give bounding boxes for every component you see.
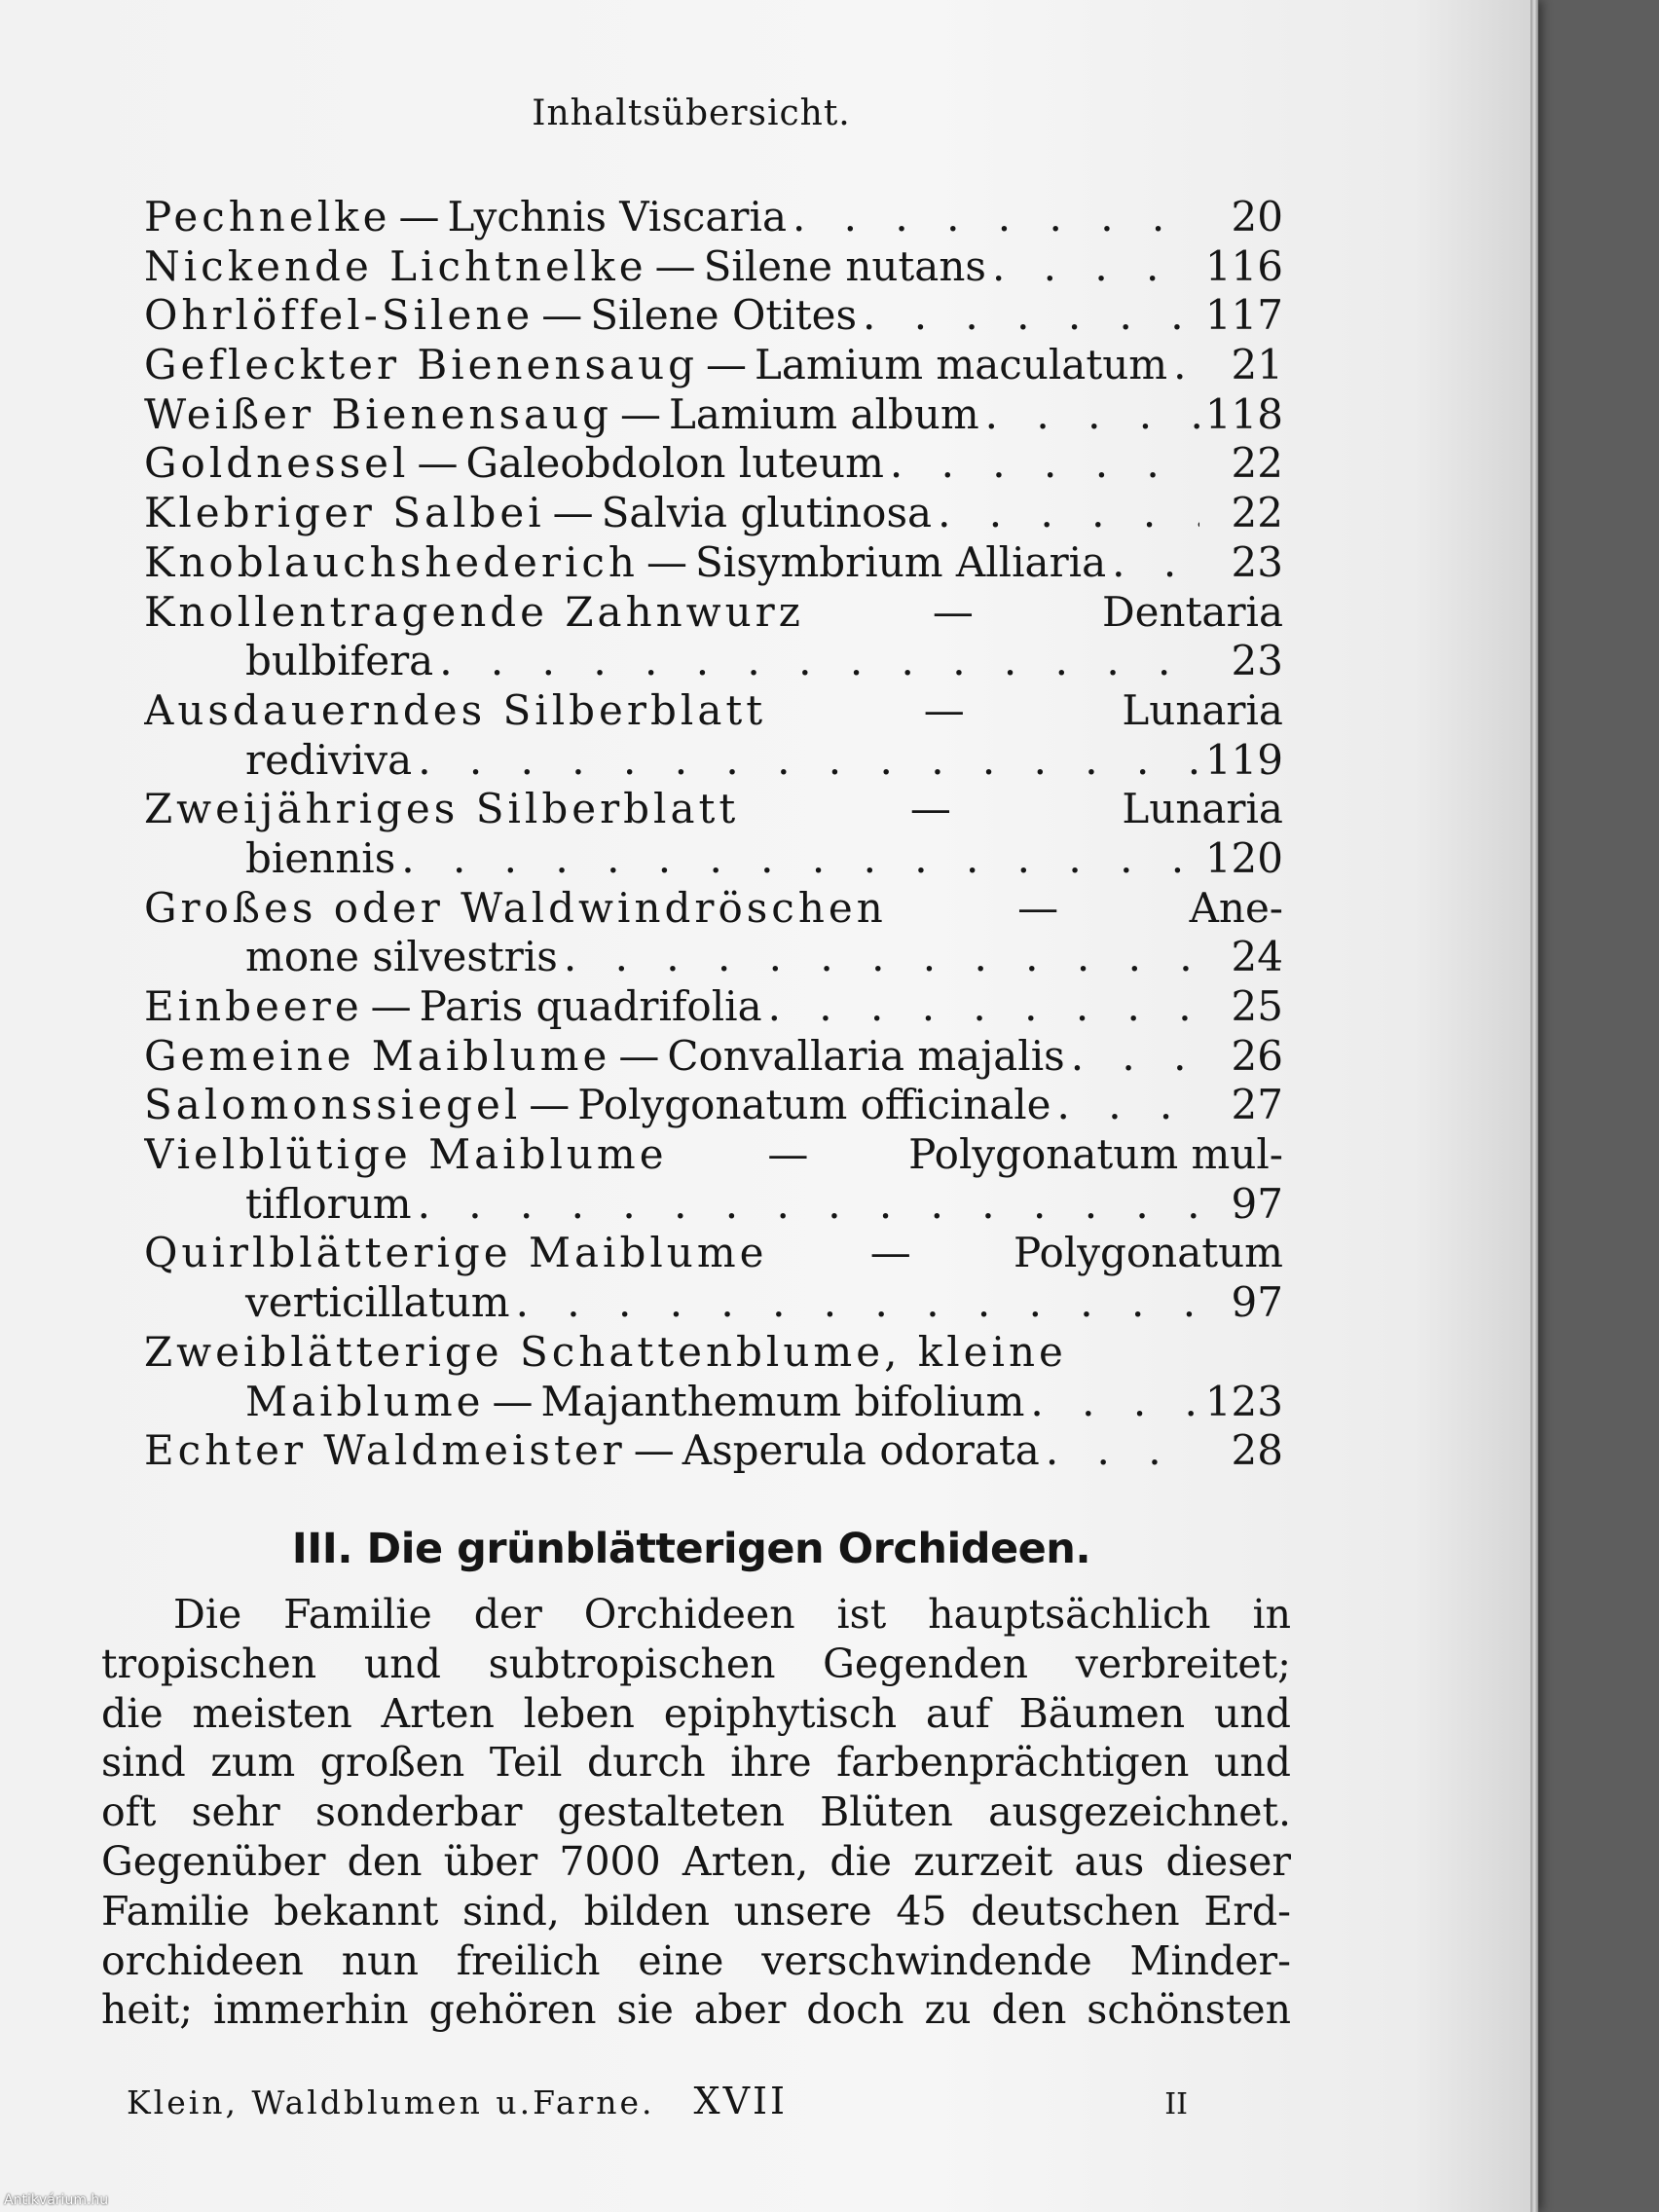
toc-leader-dots <box>890 439 1199 487</box>
toc-latin-name: Salvia glutinosa <box>601 489 933 537</box>
toc-leader-dots <box>985 390 1199 438</box>
toc-leader-dots <box>439 637 1199 684</box>
toc-latin-name: Paris quadrifolia <box>419 982 762 1030</box>
toc-german-name: Echter Waldmeister <box>144 1426 626 1475</box>
toc-latin-name: Lunaria <box>1122 785 1283 833</box>
body-text-line: tropischen und subtropischen Gegenden verbreitet; <box>101 1640 1291 1687</box>
running-head: Inhaltsübersicht. <box>532 93 851 133</box>
toc-dash: — <box>767 1130 809 1179</box>
toc-german-name: Gefleckter Bienensaug <box>144 341 699 389</box>
toc-dash: — <box>529 1081 571 1129</box>
page-footer <box>127 2080 1188 2122</box>
toc-german-name: Zweijähriges Silberblatt <box>144 785 740 833</box>
toc-dash: — <box>492 1377 534 1425</box>
toc-dash: — <box>552 489 594 537</box>
toc-entry <box>144 489 1283 538</box>
toc-latin-name: Silene nutans <box>703 241 986 290</box>
watermark: Antikvárium.hu <box>4 2193 109 2208</box>
toc-latin-name: Polygonatum officinale <box>577 1081 1051 1129</box>
toc-german-name: Vielblütige Maiblume <box>144 1130 668 1179</box>
toc-latin-name: Sisymbrium Alliaria <box>694 537 1107 586</box>
toc-dash: — <box>541 291 583 340</box>
toc-german-name: Ausdauerndes Silberblatt <box>144 685 767 734</box>
toc-dash: — <box>620 389 662 438</box>
toc-dash: — <box>923 685 965 734</box>
toc-latin-name-cont: biennis <box>245 833 396 882</box>
toc-entry-continuation <box>144 1278 1283 1328</box>
toc-leader-dots <box>768 982 1199 1030</box>
toc-page-number: 118 <box>1204 389 1283 438</box>
toc-page-number: 97 <box>1231 1278 1283 1327</box>
toc-latin-name: Majanthemum bifolium <box>540 1377 1025 1425</box>
toc-german-name: Knoblauchshederich <box>144 537 639 586</box>
toc-entry-continuation <box>144 933 1283 982</box>
toc-entry <box>144 538 1283 588</box>
toc-entry <box>144 1081 1283 1130</box>
toc-leader-dots <box>1057 1081 1199 1128</box>
toc-latin-name: Ane- <box>1189 883 1283 932</box>
toc-page-number: 119 <box>1204 735 1283 784</box>
toc-leader-dots <box>938 489 1199 536</box>
toc-entry-continuation <box>144 736 1283 786</box>
toc-german-name: Quirlblätterige Maiblume <box>144 1229 768 1277</box>
toc-latin-name: Polygonatum mul- <box>908 1130 1283 1179</box>
toc-latin-name: Convallaria majalis <box>667 1031 1065 1080</box>
toc-latin-name: Lychnis Viscaria <box>447 193 787 240</box>
toc-entry <box>144 982 1283 1032</box>
toc-page-number: 24 <box>1231 933 1283 981</box>
toc-entry <box>144 1328 1283 1378</box>
toc-page-number: 28 <box>1231 1426 1283 1475</box>
toc-dash: — <box>633 1426 675 1475</box>
toc-german-name: Einbeere <box>144 982 363 1030</box>
toc-latin-name: Silene Otites <box>590 291 858 340</box>
toc-entry <box>144 390 1283 440</box>
toc-leader-dots <box>418 1180 1199 1228</box>
footer-sheet-mark: II <box>1164 2087 1188 2121</box>
toc-latin-name: Galeobdolon luteum <box>465 439 884 488</box>
toc-entry <box>144 242 1283 292</box>
toc-latin-name-cont: mone silvestris <box>245 933 558 981</box>
toc-page-number: 25 <box>1231 982 1283 1030</box>
body-text-line: oft sehr sonderbar gestalteten Blüten ausgezeichnet. <box>101 1788 1291 1836</box>
toc-german-name: Pechnelke <box>144 193 391 240</box>
toc-latin-name: Lamium album <box>669 389 979 438</box>
toc-german-name: Weißer Bienensaug <box>144 389 613 438</box>
toc-page-number: 23 <box>1231 637 1283 685</box>
toc-latin-name: Asperula odorata <box>682 1426 1040 1475</box>
toc-entry-continuation <box>144 834 1283 884</box>
toc-leader-dots <box>401 834 1199 882</box>
body-text-line: die meisten Arten leben epiphytisch auf Bäumen und <box>101 1689 1291 1737</box>
toc-page-number: 23 <box>1231 537 1283 586</box>
footer-page-number: XVII <box>693 2080 789 2122</box>
toc-leader-dots <box>418 736 1199 784</box>
toc-leader-dots <box>1046 1426 1199 1474</box>
toc-latin-name-cont: rediviva <box>245 735 413 784</box>
toc-page-number: 20 <box>1231 193 1283 240</box>
toc-page-number: 97 <box>1231 1179 1283 1228</box>
toc-entry <box>144 785 1283 834</box>
toc-german-name: Zweiblätterige Schattenblume, kleine <box>144 1327 1067 1376</box>
toc-german-name: Klebriger Salbei <box>144 489 545 537</box>
toc-dash: — <box>869 1229 911 1277</box>
toc-german-name: Goldnessel <box>144 439 410 488</box>
toc-leader-dots <box>1112 538 1199 586</box>
toc-page-number: 21 <box>1231 341 1283 389</box>
toc-entry <box>144 1032 1283 1082</box>
toc-dash: — <box>645 537 687 586</box>
toc-latin-name-cont: tiflorum <box>245 1179 412 1228</box>
toc-dash: — <box>398 193 440 240</box>
toc-leader-dots <box>564 933 1199 980</box>
toc-latin-name: Dentaria <box>1101 587 1283 636</box>
toc-entry-continuation <box>144 1378 1283 1427</box>
toc-dash: — <box>370 982 412 1030</box>
body-text-line: Die Familie der Orchideen ist hauptsächlich in <box>173 1591 1291 1638</box>
toc-entry <box>144 588 1283 638</box>
toc-german-name: Großes oder Waldwindröschen <box>144 883 887 932</box>
toc-page-number: 22 <box>1231 489 1283 537</box>
toc-leader-dots <box>863 291 1199 339</box>
toc-latin-name: Lamium maculatum <box>755 341 1168 389</box>
toc-entry <box>144 291 1283 341</box>
toc-latin-name-cont: bulbifera <box>245 637 434 685</box>
toc-page-number: 26 <box>1231 1031 1283 1080</box>
toc-leader-dots <box>1173 341 1199 388</box>
toc-entry <box>144 1426 1283 1476</box>
toc-entry <box>144 1229 1283 1278</box>
toc-page-number: 117 <box>1204 291 1283 340</box>
toc-entry <box>144 884 1283 934</box>
toc-entry-continuation <box>144 1180 1283 1230</box>
toc-latin-name-cont: verticillatum <box>245 1278 510 1327</box>
toc-page-number: 123 <box>1204 1377 1283 1425</box>
toc-entry <box>144 341 1283 390</box>
toc-page-number: 116 <box>1204 241 1283 290</box>
toc-german-name: Knollentragende Zahnwurz <box>144 587 804 636</box>
toc-dash: — <box>618 1031 660 1080</box>
toc-dash: — <box>654 241 696 290</box>
toc-german-name: Ohrlöffel-Silene <box>144 291 535 340</box>
footer-signature: Klein, Waldblumen u.Farne. <box>127 2083 655 2121</box>
toc-leader-dots <box>793 193 1199 240</box>
toc-german-name: Gemeine Maiblume <box>144 1031 611 1080</box>
toc-dash: — <box>1017 883 1059 932</box>
toc-dash: — <box>909 785 951 833</box>
toc-entry <box>144 193 1283 242</box>
toc-latin-name: Lunaria <box>1122 685 1283 734</box>
body-paragraph <box>101 1591 1291 2036</box>
toc-dash: — <box>706 341 748 389</box>
toc-german-name-cont: Maiblume <box>245 1377 485 1425</box>
toc-leader-dots <box>992 242 1199 290</box>
toc-leader-dots <box>1071 1032 1199 1080</box>
toc-dash: — <box>417 439 459 488</box>
table-of-contents <box>144 193 1283 1476</box>
toc-leader-dots <box>516 1278 1199 1326</box>
toc-entry-continuation <box>144 637 1283 686</box>
body-text-line: sind zum großen Teil durch ihre farbenprächtigen und <box>101 1739 1291 1787</box>
toc-entry <box>144 1130 1283 1180</box>
body-text-line: Gegenüber den über 7000 Arten, die zurzeit aus dieser <box>101 1837 1291 1885</box>
toc-leader-dots <box>1030 1378 1198 1425</box>
body-text-line: heit; immerhin gehören sie aber doch zu den schönsten <box>101 1986 1291 2034</box>
book-gutter <box>1530 0 1538 2212</box>
toc-entry <box>144 686 1283 736</box>
body-text-line: Familie bekannt sind, bilden unsere 45 deutschen Erd- <box>101 1887 1291 1935</box>
toc-page-number: 120 <box>1204 833 1283 882</box>
toc-latin-name: Polygonatum <box>1013 1229 1283 1277</box>
toc-page-number: 27 <box>1231 1081 1283 1129</box>
toc-dash: — <box>932 587 974 636</box>
toc-german-name: Salomonssiegel <box>144 1081 522 1129</box>
toc-entry <box>144 439 1283 489</box>
toc-page-number: 22 <box>1231 439 1283 488</box>
section-heading: III. Die grünblätterigen Orchideen. <box>291 1525 1091 1573</box>
body-text-line: orchideen nun freilich eine verschwindende Minder- <box>101 1936 1291 1984</box>
toc-german-name: Nickende Lichtnelke <box>144 241 647 290</box>
